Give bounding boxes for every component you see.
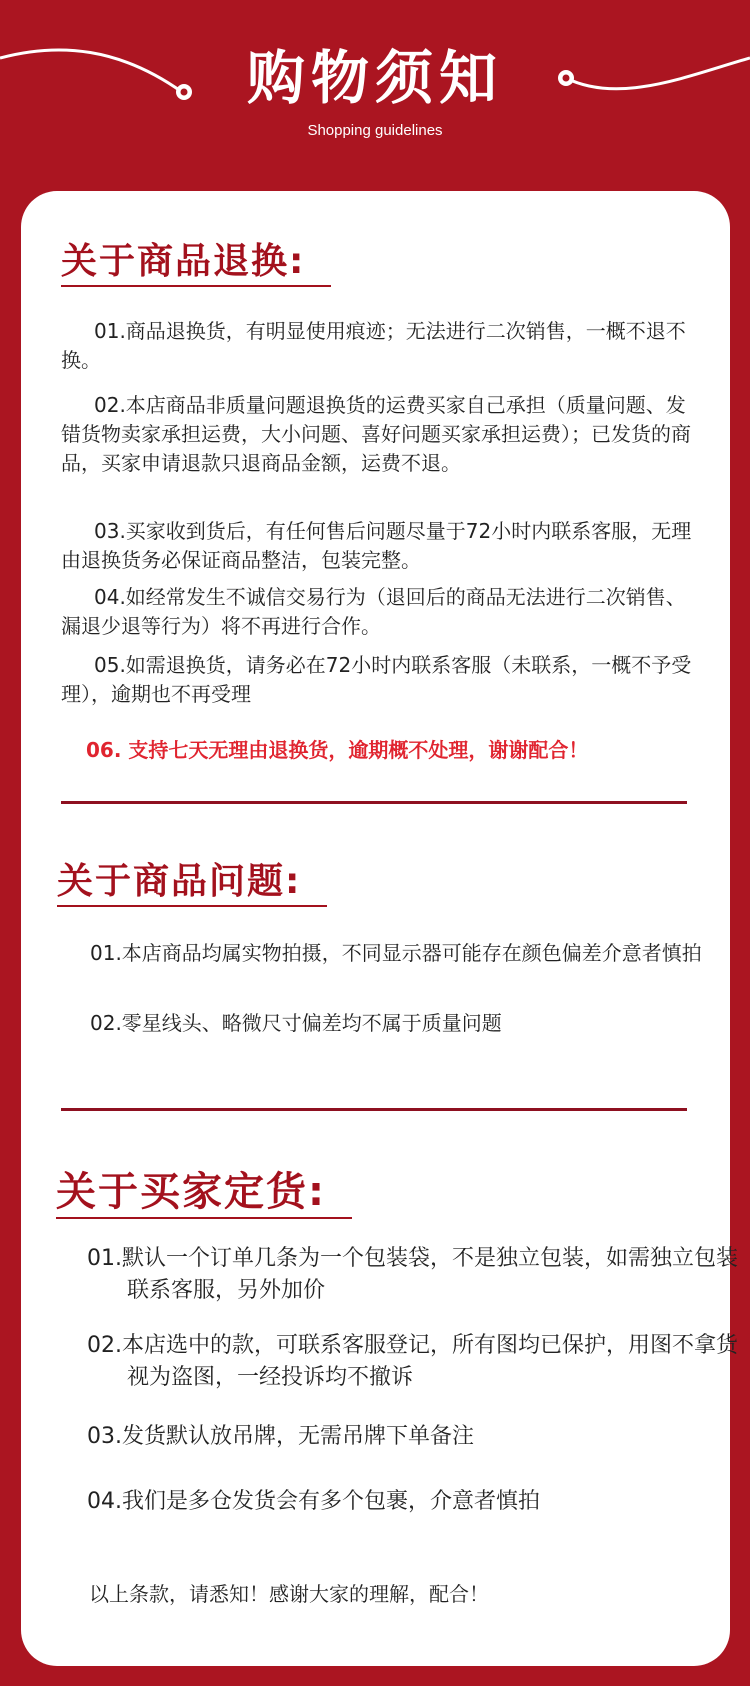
- ordering-item-01: 01.默认一个订单几条为一个包装袋，不是独立包装，如需独立包装联系客服，另外加价: [87, 1246, 738, 1303]
- section-title-ordering: 关于买家定货:: [56, 1169, 352, 1219]
- section-title-product-issues: 关于商品问题:: [57, 861, 327, 907]
- returns-item-03: 03.买家收到货后，有任何售后问题尽量于72小时内联系客服，无理由退换货务必保证商品整洁，包装完整。: [61, 519, 692, 572]
- product-issue-item-02: 02.零星线头、略微尺寸偏差均不属于质量问题: [90, 1011, 502, 1035]
- product-issue-item-01: 01.本店商品均属实物拍摄，不同显示器可能存在颜色偏差介意者慎拍: [90, 941, 702, 965]
- header-banner: [0, 0, 750, 190]
- ordering-item-04: 04.我们是多仓发货会有多个包裹，介意者慎拍: [87, 1489, 540, 1514]
- ordering-item-02: 02.本店选中的款，可联系客服登记，所有图均已保护，用图不拿货视为盗图，一经投诉均不撤诉: [87, 1333, 738, 1390]
- page-subtitle: Shopping guidelines: [307, 122, 443, 139]
- returns-highlight-06: 06. 支持七天无理由退换货，逾期概不处理，谢谢配合！: [86, 738, 589, 762]
- returns-item-01: 01.商品退换货，有明显使用痕迹；无法进行二次销售，一概不退不换。: [61, 319, 686, 372]
- returns-item-05: 05.如需退换货，请务必在72小时内联系客服（未联系，一概不予受理），逾期也不再受理: [61, 653, 692, 706]
- content-card: [21, 191, 738, 1666]
- section-title-returns: 关于商品退换:: [61, 241, 331, 287]
- page-title: 购物须知: [246, 44, 503, 112]
- section-divider: [61, 801, 687, 804]
- returns-item-02: 02.本店商品非质量问题退换货的运费买家自己承担（质量问题、发错货物卖家承担运费，大小问题、喜好问题买家承担运费）；已发货的商品，买家申请退款只退商品金额，运费不退。: [61, 393, 691, 475]
- closing-note: 以上条款，请悉知！感谢大家的理解，配合！: [89, 1582, 489, 1606]
- section-divider: [61, 1108, 687, 1111]
- ordering-item-03: 03.发货默认放吊牌，无需吊牌下单备注: [87, 1424, 474, 1449]
- returns-item-04: 04.如经常发生不诚信交易行为（退回后的商品无法进行二次销售、漏退少退等行为）将不再进行合作。: [61, 585, 686, 638]
